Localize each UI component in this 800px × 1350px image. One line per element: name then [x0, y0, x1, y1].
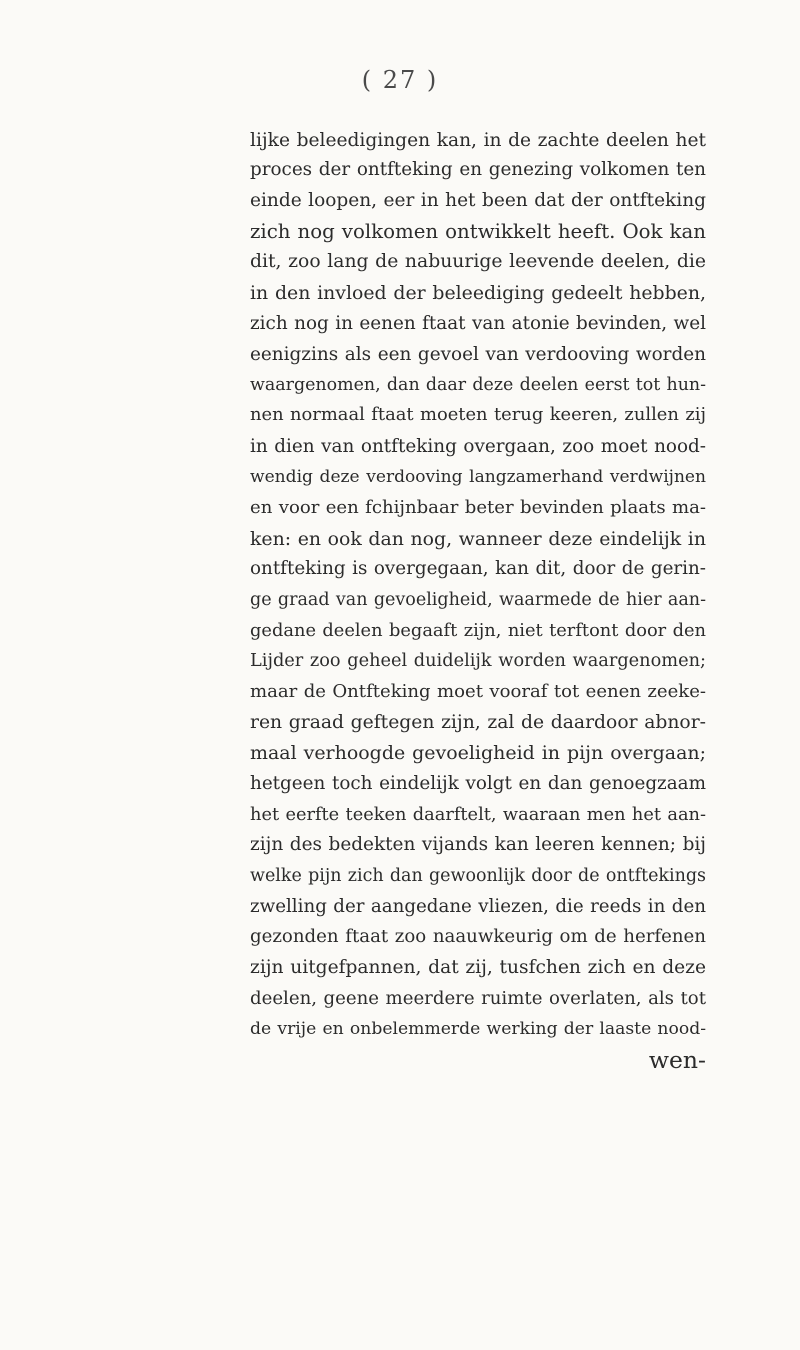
text-line: gezonden ftaat zoo naauwkeurig om de herfenen — [250, 926, 706, 947]
text-line: gedane deelen begaaft zijn, niet terftont door den — [250, 620, 706, 641]
text-line: zich nog volkomen ontwikkelt heeft. Ook kan — [250, 220, 706, 243]
catchword: wen- — [648, 1046, 706, 1074]
text-line: welke pijn zich dan gewoonlijk door de ontftekings — [250, 866, 706, 886]
text-line: en voor een fchijnbaar beter bevinden plaats ma- — [250, 497, 706, 518]
text-line: eenigzins als een gevoel van verdooving worden — [250, 344, 706, 365]
text-line: ren graad geftegen zijn, zal de daardoor abnor- — [250, 712, 706, 733]
text-line: ge graad van gevoeligheid, waarmede de hier aan- — [250, 590, 706, 610]
text-line: zwelling der aangedane vliezen, die reeds in den — [250, 896, 706, 917]
text-line: het eerfte teeken daarftelt, waaraan men het aan- — [250, 805, 706, 825]
page-number: ( 27 ) — [361, 66, 439, 94]
text-line: dit, zoo lang de nabuurige leevende deelen, die — [250, 251, 706, 272]
text-line: deelen, geene meerdere ruimte overlaten, als tot — [250, 988, 706, 1009]
text-line: ontfteking is overgegaan, kan dit, door de gerin- — [250, 558, 706, 579]
text-line: proces der ontfteking en genezing volkomen ten — [250, 159, 706, 180]
text-line: ken: en ook dan nog, wanneer deze eindelijk in — [250, 528, 706, 550]
text-line: zijn uitgefpannen, dat zij, tusfchen zich en deze — [250, 957, 706, 978]
text-line: einde loopen, eer in het been dat der ontfteking — [250, 190, 706, 211]
text-line: lijke beleedigingen kan, in de zachte deelen het — [250, 130, 706, 151]
text-line: in dien van ontfteking overgaan, zoo moet nood- — [250, 436, 706, 457]
text-line: nen normaal ftaat moeten terug keeren, zullen zij — [250, 404, 706, 425]
text-line: zich nog in eenen ftaat van atonie bevinden, wel — [250, 313, 706, 334]
text-line: wendig deze verdooving langzamerhand verdwijnen — [250, 467, 706, 487]
text-line: de vrije en onbelemmerde werking der laaste nood- — [250, 1019, 706, 1039]
text-line: zijn des bedekten vijands kan leeren kennen; bij — [250, 834, 706, 855]
text-line: in den invloed der beleediging gedeelt hebben, — [250, 282, 706, 304]
text-line: maal verhoogde gevoeligheid in pijn overgaan; — [250, 742, 706, 764]
text-line: maar de Ontfteking moet vooraf tot eenen zeeke- — [250, 681, 706, 702]
text-line: hetgeen toch eindelijk volgt en dan genoegzaam — [250, 773, 706, 794]
text-line: waargenomen, dan daar deze deelen eerst tot hun- — [250, 375, 706, 395]
text-line: Lijder zoo geheel duidelijk worden waargenomen; — [250, 651, 706, 671]
